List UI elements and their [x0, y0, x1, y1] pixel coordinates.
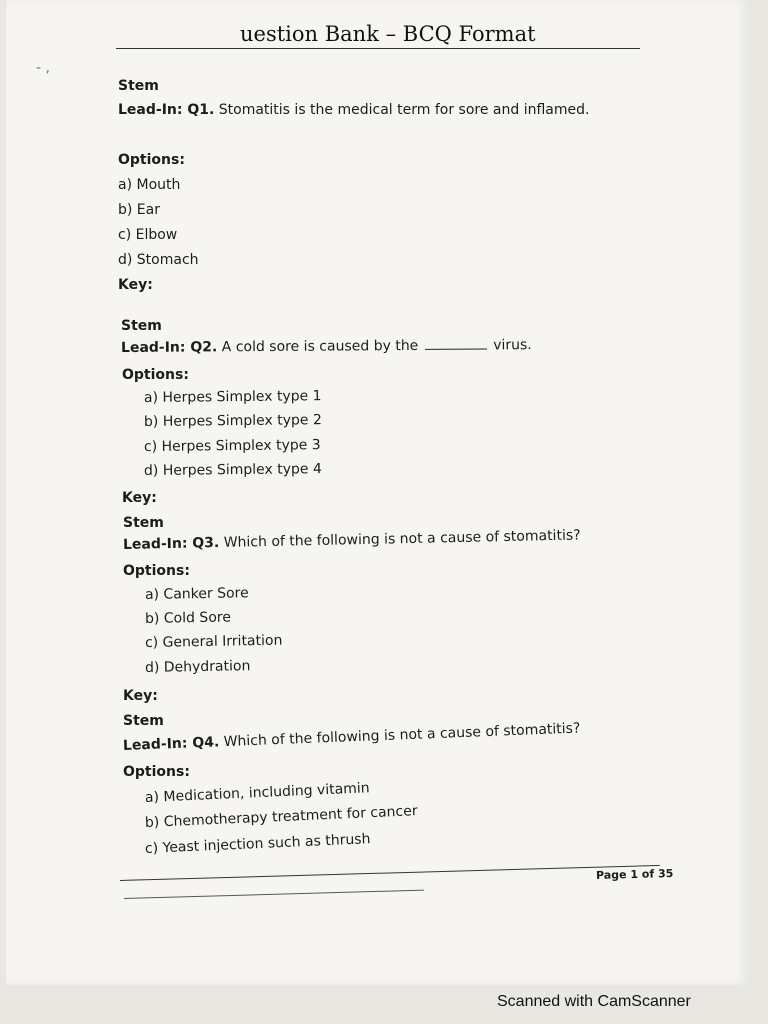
stem-label: Stem — [121, 318, 162, 334]
key-label: Key: — [123, 688, 158, 704]
document-title: uestion Bank – BCQ Format — [240, 22, 536, 46]
key-label: Key: — [118, 277, 153, 293]
lead-in — [123, 720, 581, 754]
option-a: a) Mouth — [118, 177, 181, 193]
option-a: a) Medication, including vitamin — [144, 780, 370, 806]
option-b: b) Cold Sore — [144, 609, 232, 627]
lead-in-text: Which of the following is not a cause of stomatitis? — [223, 527, 581, 551]
scan-smudge: - , — [36, 60, 50, 76]
options-label: Options: — [122, 367, 189, 383]
lead-in-text: Which of the following is not a cause of stomatitis? — [223, 720, 581, 751]
lead-in-text: Stomatitis is the medical term for sore and inflamed. — [218, 102, 590, 118]
options-label: Options: — [118, 152, 185, 168]
key-label: Key: — [122, 490, 157, 506]
option-c: c) Herpes Simplex type 3 — [143, 437, 321, 455]
page-number: Page 1 of 35 — [595, 866, 674, 883]
option-c: c) Elbow — [118, 227, 178, 243]
lead-in-label: Lead-In: Q4. — [122, 734, 220, 754]
option-b: b) Chemotherapy treatment for cancer — [144, 803, 418, 831]
option-c: c) Yeast injection such as thrush — [144, 831, 371, 857]
lead-in-label: Lead-In: Q3. — [122, 534, 220, 553]
scanner-watermark: Scanned with CamScanner — [497, 993, 691, 1010]
lead-in-text-end: virus. — [493, 337, 532, 354]
option-d: d) Stomach — [118, 252, 199, 268]
lead-in-label: Lead-In: Q1. — [118, 102, 215, 118]
lead-in-label: Lead-In: Q2. — [120, 339, 218, 356]
option-c: c) General Irritation — [144, 632, 283, 651]
option-a: a) Herpes Simplex type 1 — [143, 388, 322, 406]
stem-label: Stem — [123, 713, 164, 729]
stem-label: Stem — [123, 515, 164, 531]
lead-in-text: A cold sore is caused by the — [221, 337, 419, 356]
options-label: Options: — [123, 764, 190, 780]
stem-label: Stem — [118, 78, 159, 94]
option-d: d) Dehydration — [144, 658, 251, 676]
option-b: b) Herpes Simplex type 2 — [143, 412, 322, 430]
option-a: a) Canker Sore — [144, 585, 249, 603]
option-d: d) Herpes Simplex type 4 — [143, 461, 322, 479]
option-b: b) Ear — [118, 202, 160, 218]
options-label: Options: — [123, 563, 190, 579]
